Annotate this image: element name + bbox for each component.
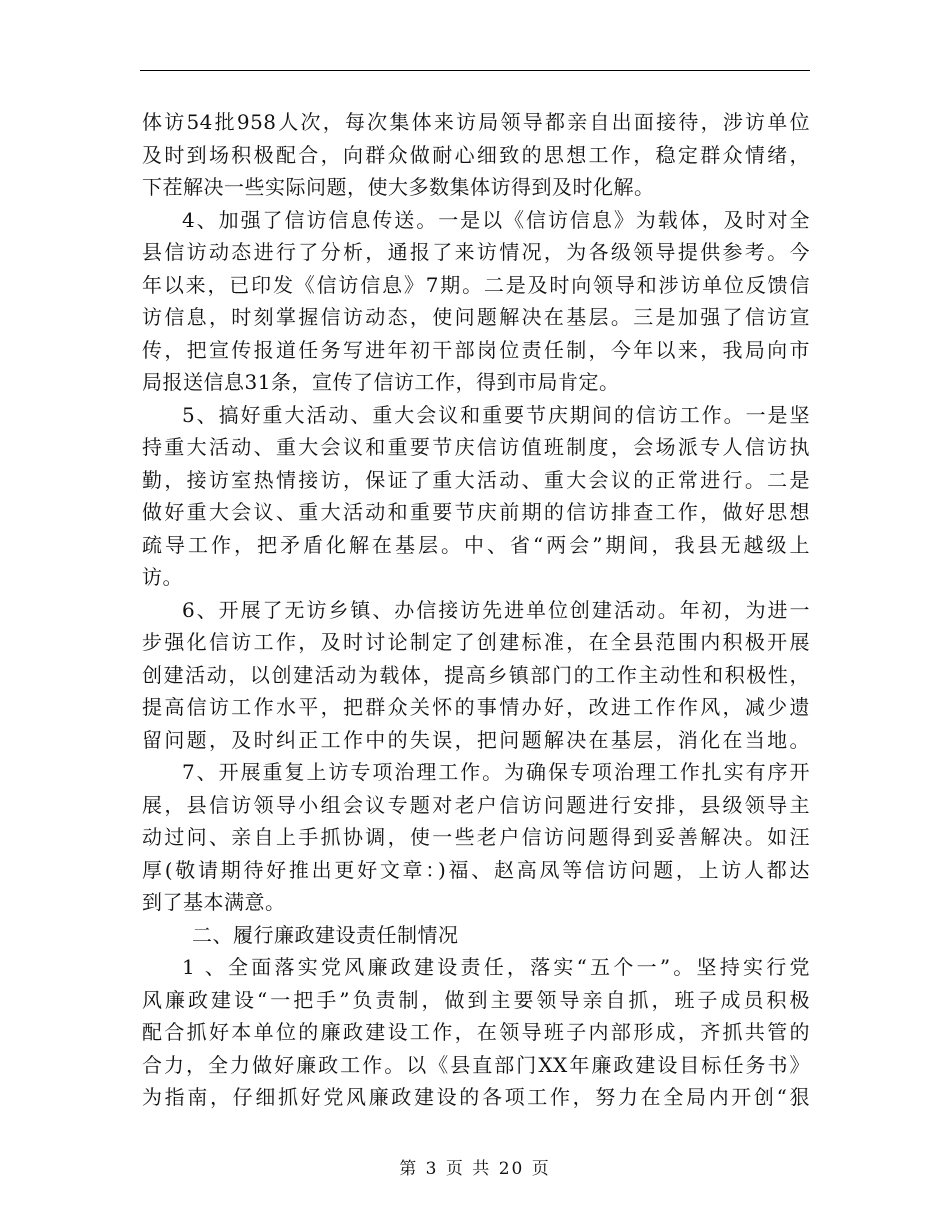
text-line: 创建活动，以创建活动为载体，提高乡镇部门的工作主动性和积极性， xyxy=(142,662,810,687)
text-line: 4、加强了信访信息传送。一是以《信访信息》为载体，及时对全 xyxy=(182,207,810,232)
text-line: 访。 xyxy=(142,565,183,589)
text-line: 动过问、亲自上手抓协调，使一些老户信访问题得到妥善解决。如汪 xyxy=(142,825,810,849)
text-line: 步强化信访工作，及时讨论制定了创建标准，在全县范围内积极开展 xyxy=(142,630,810,654)
page-footer: 第 3 页 共 20 页 xyxy=(399,1159,551,1179)
text-line: 下茬解决一些实际问题，使大多数集体访得到及时化解。 xyxy=(142,175,655,199)
text-line: 6、开展了无访乡镇、办信接访先进单位创建活动。年初，为进一 xyxy=(182,597,810,622)
text-line: 合力，全力做好廉政工作。以《县直部门XX年廉政建设目标任务书》 xyxy=(142,1052,810,1077)
text-line: 配合抓好本单位的廉政建设工作，在领导班子内部形成，齐抓共管的 xyxy=(142,1020,810,1044)
text-line: 提高信访工作水平，把群众关怀的事情办好，改进工作作风，减少遗 xyxy=(142,695,810,719)
text-line: 为指南，仔细抓好党风廉政建设的各项工作，努力在全局内开创“狠 xyxy=(142,1085,810,1109)
text-line: 年以来，已印发《信访信息》7期。二是及时向领导和涉访单位反馈信 xyxy=(142,272,810,297)
text-line: 7、开展重复上访专项治理工作。为确保专项治理工作扎实有序开 xyxy=(182,760,810,784)
text-line: 疏导工作，把矛盾化解在基层。中、省“两会”期间，我县无越级上 xyxy=(142,532,810,557)
text-line: 5、搞好重大活动、重大会议和重要节庆期间的信访工作。一是坚 xyxy=(182,402,810,427)
text-line: 访信息，时刻掌握信访动态，使问题解决在基层。三是加强了信访宣 xyxy=(142,305,810,329)
document-body xyxy=(142,106,810,1114)
text-line: 勤，接访室热情接访，保证了重大活动、重大会议的正常进行。二是 xyxy=(142,467,810,492)
text-line: 县信访动态进行了分析，通报了来访情况，为各级领导提供参考。今 xyxy=(142,240,810,264)
text-line: 留问题，及时纠正工作中的失误，把问题解决在基层，消化在当地。 xyxy=(142,727,810,752)
text-line: 到了基本满意。 xyxy=(142,890,286,914)
text-line: 做好重大会议、重大活动和重要节庆前期的信访排查工作，做好思想 xyxy=(142,500,810,524)
text-line: 传，把宣传报道任务写进年初干部岗位责任制，今年以来，我局向市 xyxy=(142,337,810,362)
text-line: 及时到场积极配合，向群众做耐心细致的思想工作，稳定群众情绪， xyxy=(142,142,810,167)
header-rule xyxy=(140,70,810,71)
text-line: 展，县信访领导小组会议专题对老户信访问题进行安排，县级领导主 xyxy=(142,792,810,817)
section-heading: 二、履行廉政建设责任制情况 xyxy=(192,922,459,947)
text-line: 风廉政建设“一把手”负责制，做到主要领导亲自抓，班子成员积极 xyxy=(142,987,810,1012)
text-line: 持重大活动、重大会议和重要节庆信访值班制度，会场派专人信访执 xyxy=(142,435,810,459)
text-line: 1 、全面落实党风廉政建设责任，落实“五个一”。坚持实行党 xyxy=(182,955,810,979)
text-line: 体访54批958人次，每次集体来访局领导都亲自出面接待，涉访单位 xyxy=(142,110,810,134)
text-line: 局报送信息31条，宣传了信访工作，得到市局肯定。 xyxy=(142,370,620,394)
text-line: 厚(敬请期待好推出更好文章：)福、赵高凤等信访问题，上访人都达 xyxy=(142,857,810,882)
